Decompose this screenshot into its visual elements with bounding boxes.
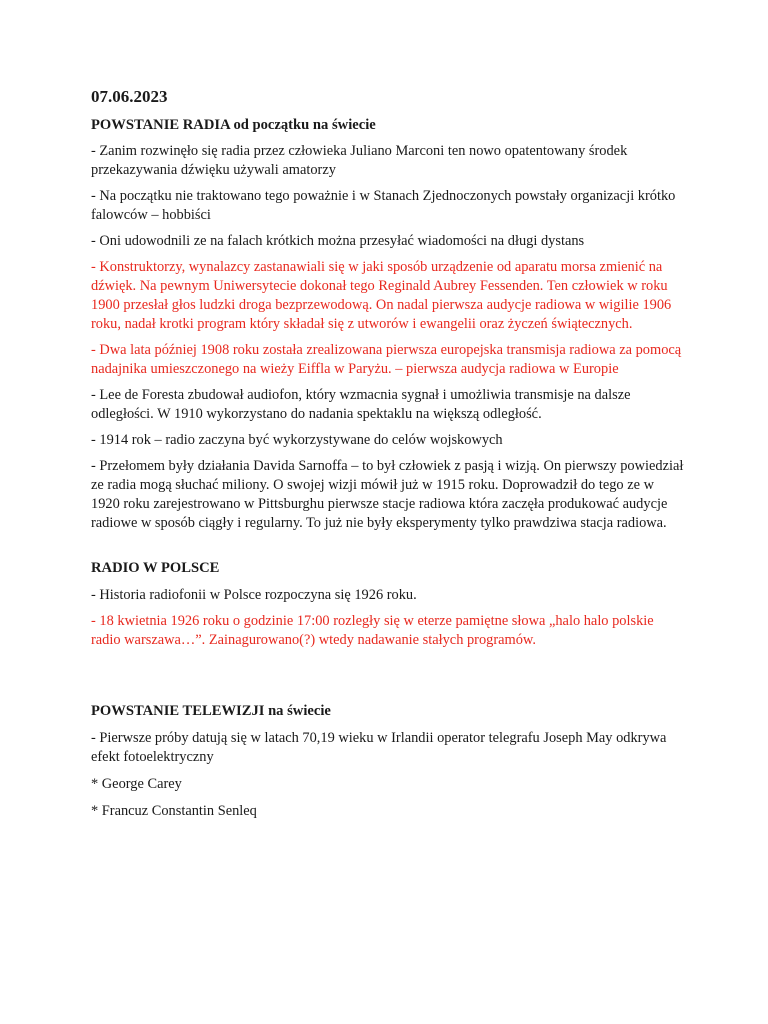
- paragraph-1914: - 1914 rok – radio zaczyna być wykorzystywane do celów wojskowych: [91, 432, 503, 448]
- paragraph-marconi: - Zanim rozwinęło się radia przez człowieka Juliano Marconi ten nowo opatentowany środek przekazywania dźwięku używali amatorzy: [91, 143, 628, 178]
- paragraph-sarnoff: - Przełomem były działania Davida Sarnoffa – to był człowiek z pasją i wizją. On pierwszy powiedział ze radia mogą słuchać miliony. O swojej wizji mówił już w 1915 roku. Doprowadził do tego ze w 1920 roku zarejestrowano w Pittsburghu pierwsze stacje radiowa która zaczęła produkować audycje radiowe w sposób ciągły i regularny. To już nie były eksperymenty tylko prawdziwa stacja radiowa.: [91, 458, 684, 531]
- document-page: [91, 86, 686, 821]
- document-date: 07.06.2023: [91, 87, 168, 106]
- paragraph-short-waves: - Oni udowodnili ze na falach krótkich można przesyłać wiadomości na długi dystans: [91, 233, 585, 249]
- section-heading-radio-world: POWSTANIE RADIA od początku na świecie: [91, 117, 376, 133]
- section-heading-tv-world: POWSTANIE TELEWIZJI na świecie: [91, 703, 331, 719]
- paragraph-fessenden: - Konstruktorzy, wynalazcy zastanawiali się w jaki sposób urządzenie od aparatu morsa zmienić na dźwięk. Na pewnym Uniwersytecie dokonał tego Reginald Aubrey Fessenden. Ten człowiek w roku 1900 przesłał głos ludzki droga bezprzewodową. On nadal pierwsza audycje radiowa w wigilie 1906 roku, nadał krotki program który składał się z utworów i ewangelii oraz życzeń świątecznych.: [91, 259, 672, 332]
- paragraph-eiffel: - Dwa lata później 1908 roku została zrealizowana pierwsza europejska transmisja radiowa za pomocą nadajnika umieszczonego na wieży Eiffla w Paryżu. – pierwsza audycja radiowa w Europie: [91, 342, 682, 377]
- list-item-senleq: * Francuz Constantin Senleq: [91, 803, 257, 819]
- paragraph-joseph-may: - Pierwsze próby datują się w latach 70,19 wieku w Irlandii operator telegrafu Joseph May odkrywa efekt fotoelektryczny: [91, 730, 667, 765]
- section-heading-radio-poland: RADIO W POLSCE: [91, 560, 220, 576]
- paragraph-radiophony-history: - Historia radiofonii w Polsce rozpoczyna się 1926 roku.: [91, 587, 417, 603]
- paragraph-halo-warszawa: - 18 kwietnia 1926 roku o godzinie 17:00 rozległy się w eterze pamiętne słowa „halo halo polskie radio warszawa…”. Zainagurowano(?) wtedy nadawanie stałych programów.: [91, 613, 654, 648]
- paragraph-de-forest: - Lee de Foresta zbudował audiofon, który wzmacnia sygnał i umożliwia transmisje na dalsze odległości. W 1910 wykorzystano do nadania spektaklu na większą odległość.: [91, 387, 631, 422]
- list-item-george-carey: * George Carey: [91, 776, 182, 792]
- paragraph-hobbyists: - Na początku nie traktowano tego poważnie i w Stanach Zjednoczonych powstały organizacji krótko falowców – hobbiści: [91, 188, 676, 223]
